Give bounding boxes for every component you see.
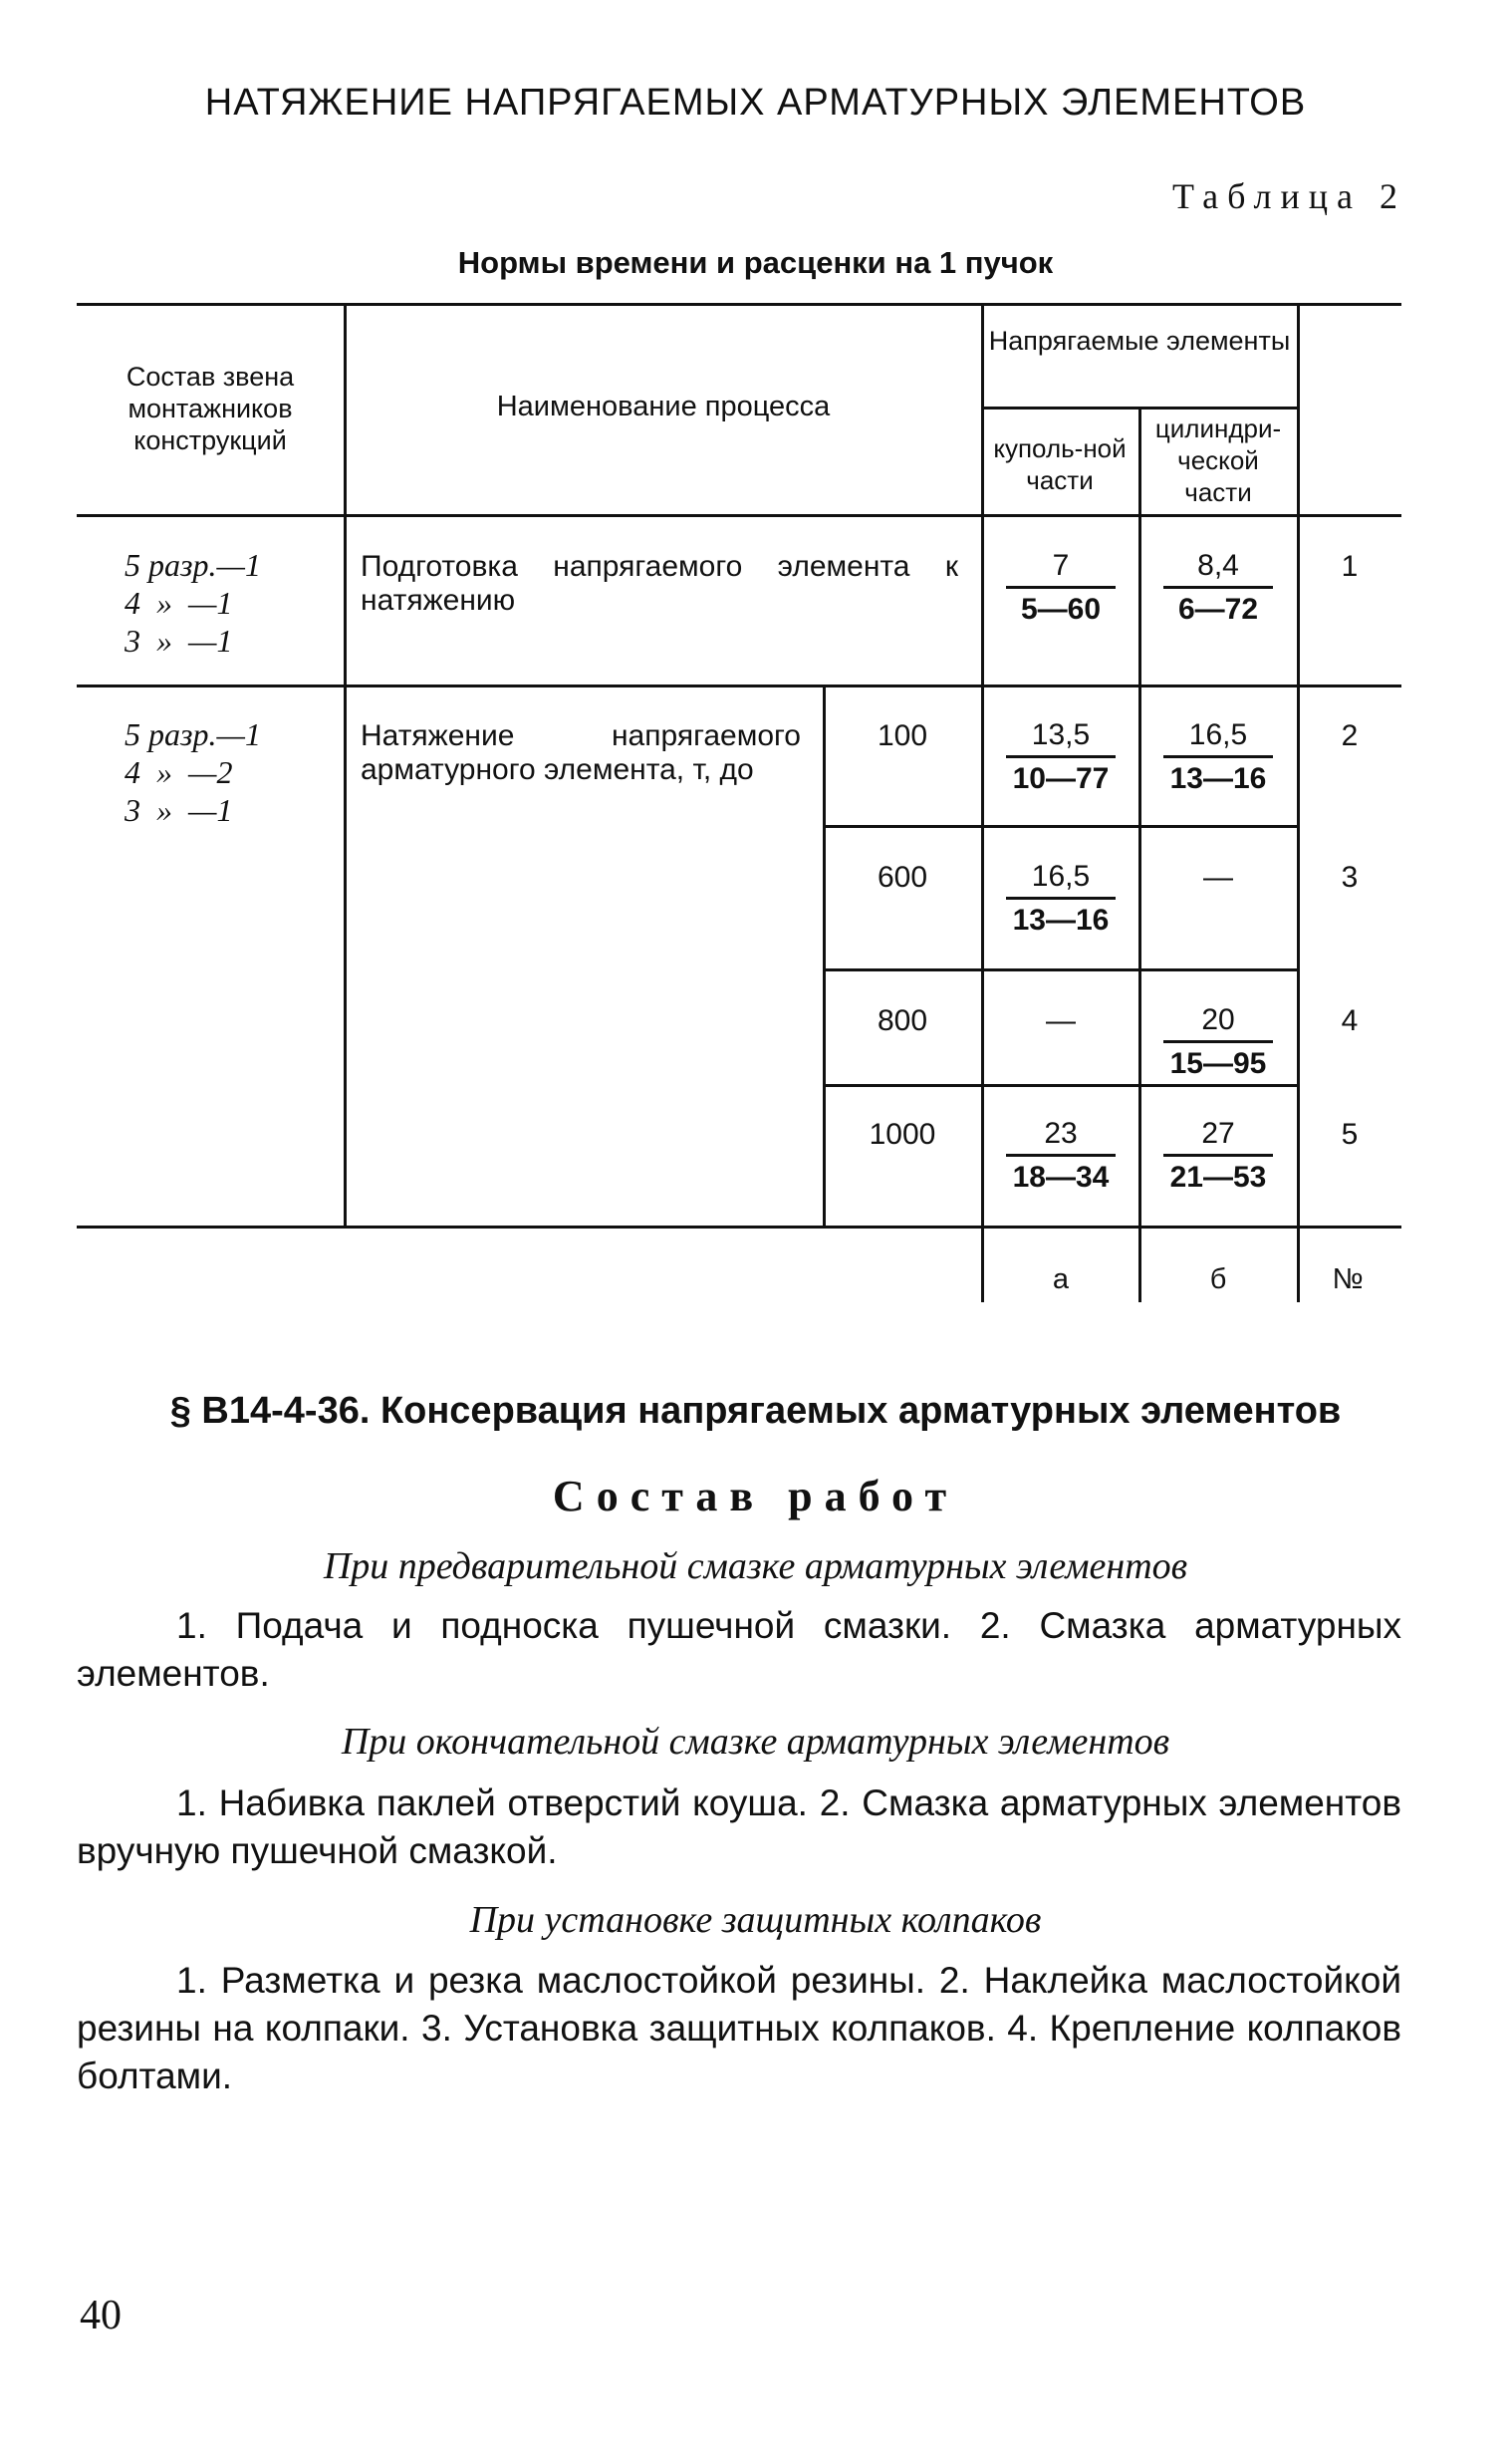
table-caption: Нормы времени и расценки на 1 пучок [457,245,1054,280]
row2-process: Натяжение напрягаемого арматурного элемента, т, до [361,719,801,786]
load-rule-1 [825,825,1298,828]
row3-dome-price: 13—16 [1012,904,1110,937]
row4-dome-dash: — [1046,1004,1076,1037]
column-key-num: № [1332,1263,1364,1295]
subsection-text-1: 1. Подача и подноска пушечной смазки. 2. Смазка арматурных элементов. [77,1605,1401,1694]
header-crew: Состав звена монтажников конструкций [126,362,295,455]
row2-100-dome [981,715,1140,800]
header-dome: куполь-ной части [993,433,1127,495]
row2-100-dome-time: 13,5 [1006,715,1116,758]
section-title: § В14-4-36. Консервация напрягаемых арматурных элементов [169,1390,1342,1432]
subsection-title-2: При окончательной смазке арматурных элементов [341,1721,1170,1763]
row4-number: 4 [1341,1004,1359,1037]
subsection-text-2: 1. Набивка паклей отверстий коуша. 2. Смазка арматурных элементов вручную пушечной смазкой. [77,1782,1401,1871]
page-number: 40 [80,2293,122,2338]
row2-crew: 5 разр.—1 4 » —2 3 » —1 [125,716,261,828]
row4-800-cyl [1138,1000,1298,1085]
load-1000: 1000 [869,1118,936,1151]
row2-100-dome-price: 10—77 [1012,762,1110,795]
row5-cyl-price: 21—53 [1169,1161,1267,1194]
row1-bottom-rule [77,684,1401,687]
row1-dome-value [981,546,1140,631]
row4-cyl-time: 20 [1163,1000,1273,1043]
composition-title: Состав работ [552,1472,959,1520]
row2-100-cyl-price: 13—16 [1169,762,1267,795]
load-600: 600 [877,861,928,894]
row1-cyl-time: 8,4 [1163,546,1273,589]
row1-cyl-value [1138,546,1298,631]
row2-100-cyl-time: 16,5 [1163,715,1273,758]
column-key-a: а [1052,1263,1070,1295]
column-key-b: б [1209,1263,1227,1295]
row2-100-cyl [1138,715,1298,800]
col-divider-1 [344,303,347,1229]
header-process: Наименование процесса [496,391,831,422]
row3-600-dome [981,857,1140,942]
row1-dome-price: 5—60 [1020,593,1102,626]
row5-1000-dome [981,1114,1140,1199]
header-elements: Напрягаемые элементы [988,326,1291,356]
row3-cyl-dash: — [1203,861,1233,894]
row4-cyl-price: 15—95 [1169,1047,1267,1080]
row1-process: Подготовка напрягаемого элемента к натяжению [361,550,958,617]
page-header: НАТЯЖЕНИЕ НАПРЯГАЕМЫХ АРМАТУРНЫХ ЭЛЕМЕНТОВ [204,82,1307,124]
subsection-title-3: При установке защитных колпаков [469,1899,1042,1941]
subsection-title-1: При предварительной смазке арматурных элементов [323,1545,1188,1587]
load-rule-2 [825,968,1298,971]
row2-number: 2 [1341,719,1359,752]
header-bottom-rule [77,514,1401,517]
row5-number: 5 [1341,1118,1359,1151]
row1-crew: 5 разр.—1 4 » —1 3 » —1 [125,547,261,659]
header-cylinder: цилиндри-ческой части [1154,413,1282,507]
row5-1000-cyl [1138,1114,1298,1199]
table-bottom-rule [77,1226,1401,1229]
row5-dome-time: 23 [1006,1114,1116,1157]
row5-dome-price: 18—34 [1012,1161,1110,1194]
table-number: Таблица 2 [1172,176,1406,216]
row1-dome-time: 7 [1006,546,1116,589]
row3-number: 3 [1341,861,1359,894]
row5-cyl-time: 27 [1163,1114,1273,1157]
row3-dome-time: 16,5 [1006,857,1116,900]
table-top-rule [77,303,1401,306]
row1-cyl-price: 6—72 [1177,593,1259,626]
load-100: 100 [877,719,928,752]
load-800: 800 [877,1004,928,1037]
subsection-text-3: 1. Разметка и резка маслостойкой резины. 2. Наклейка маслостойкой резины на колпаки. 3. Установка защитных колпаков. 4. Крепление колпаков болтами. [77,1960,1401,2096]
row1-number: 1 [1341,550,1359,583]
